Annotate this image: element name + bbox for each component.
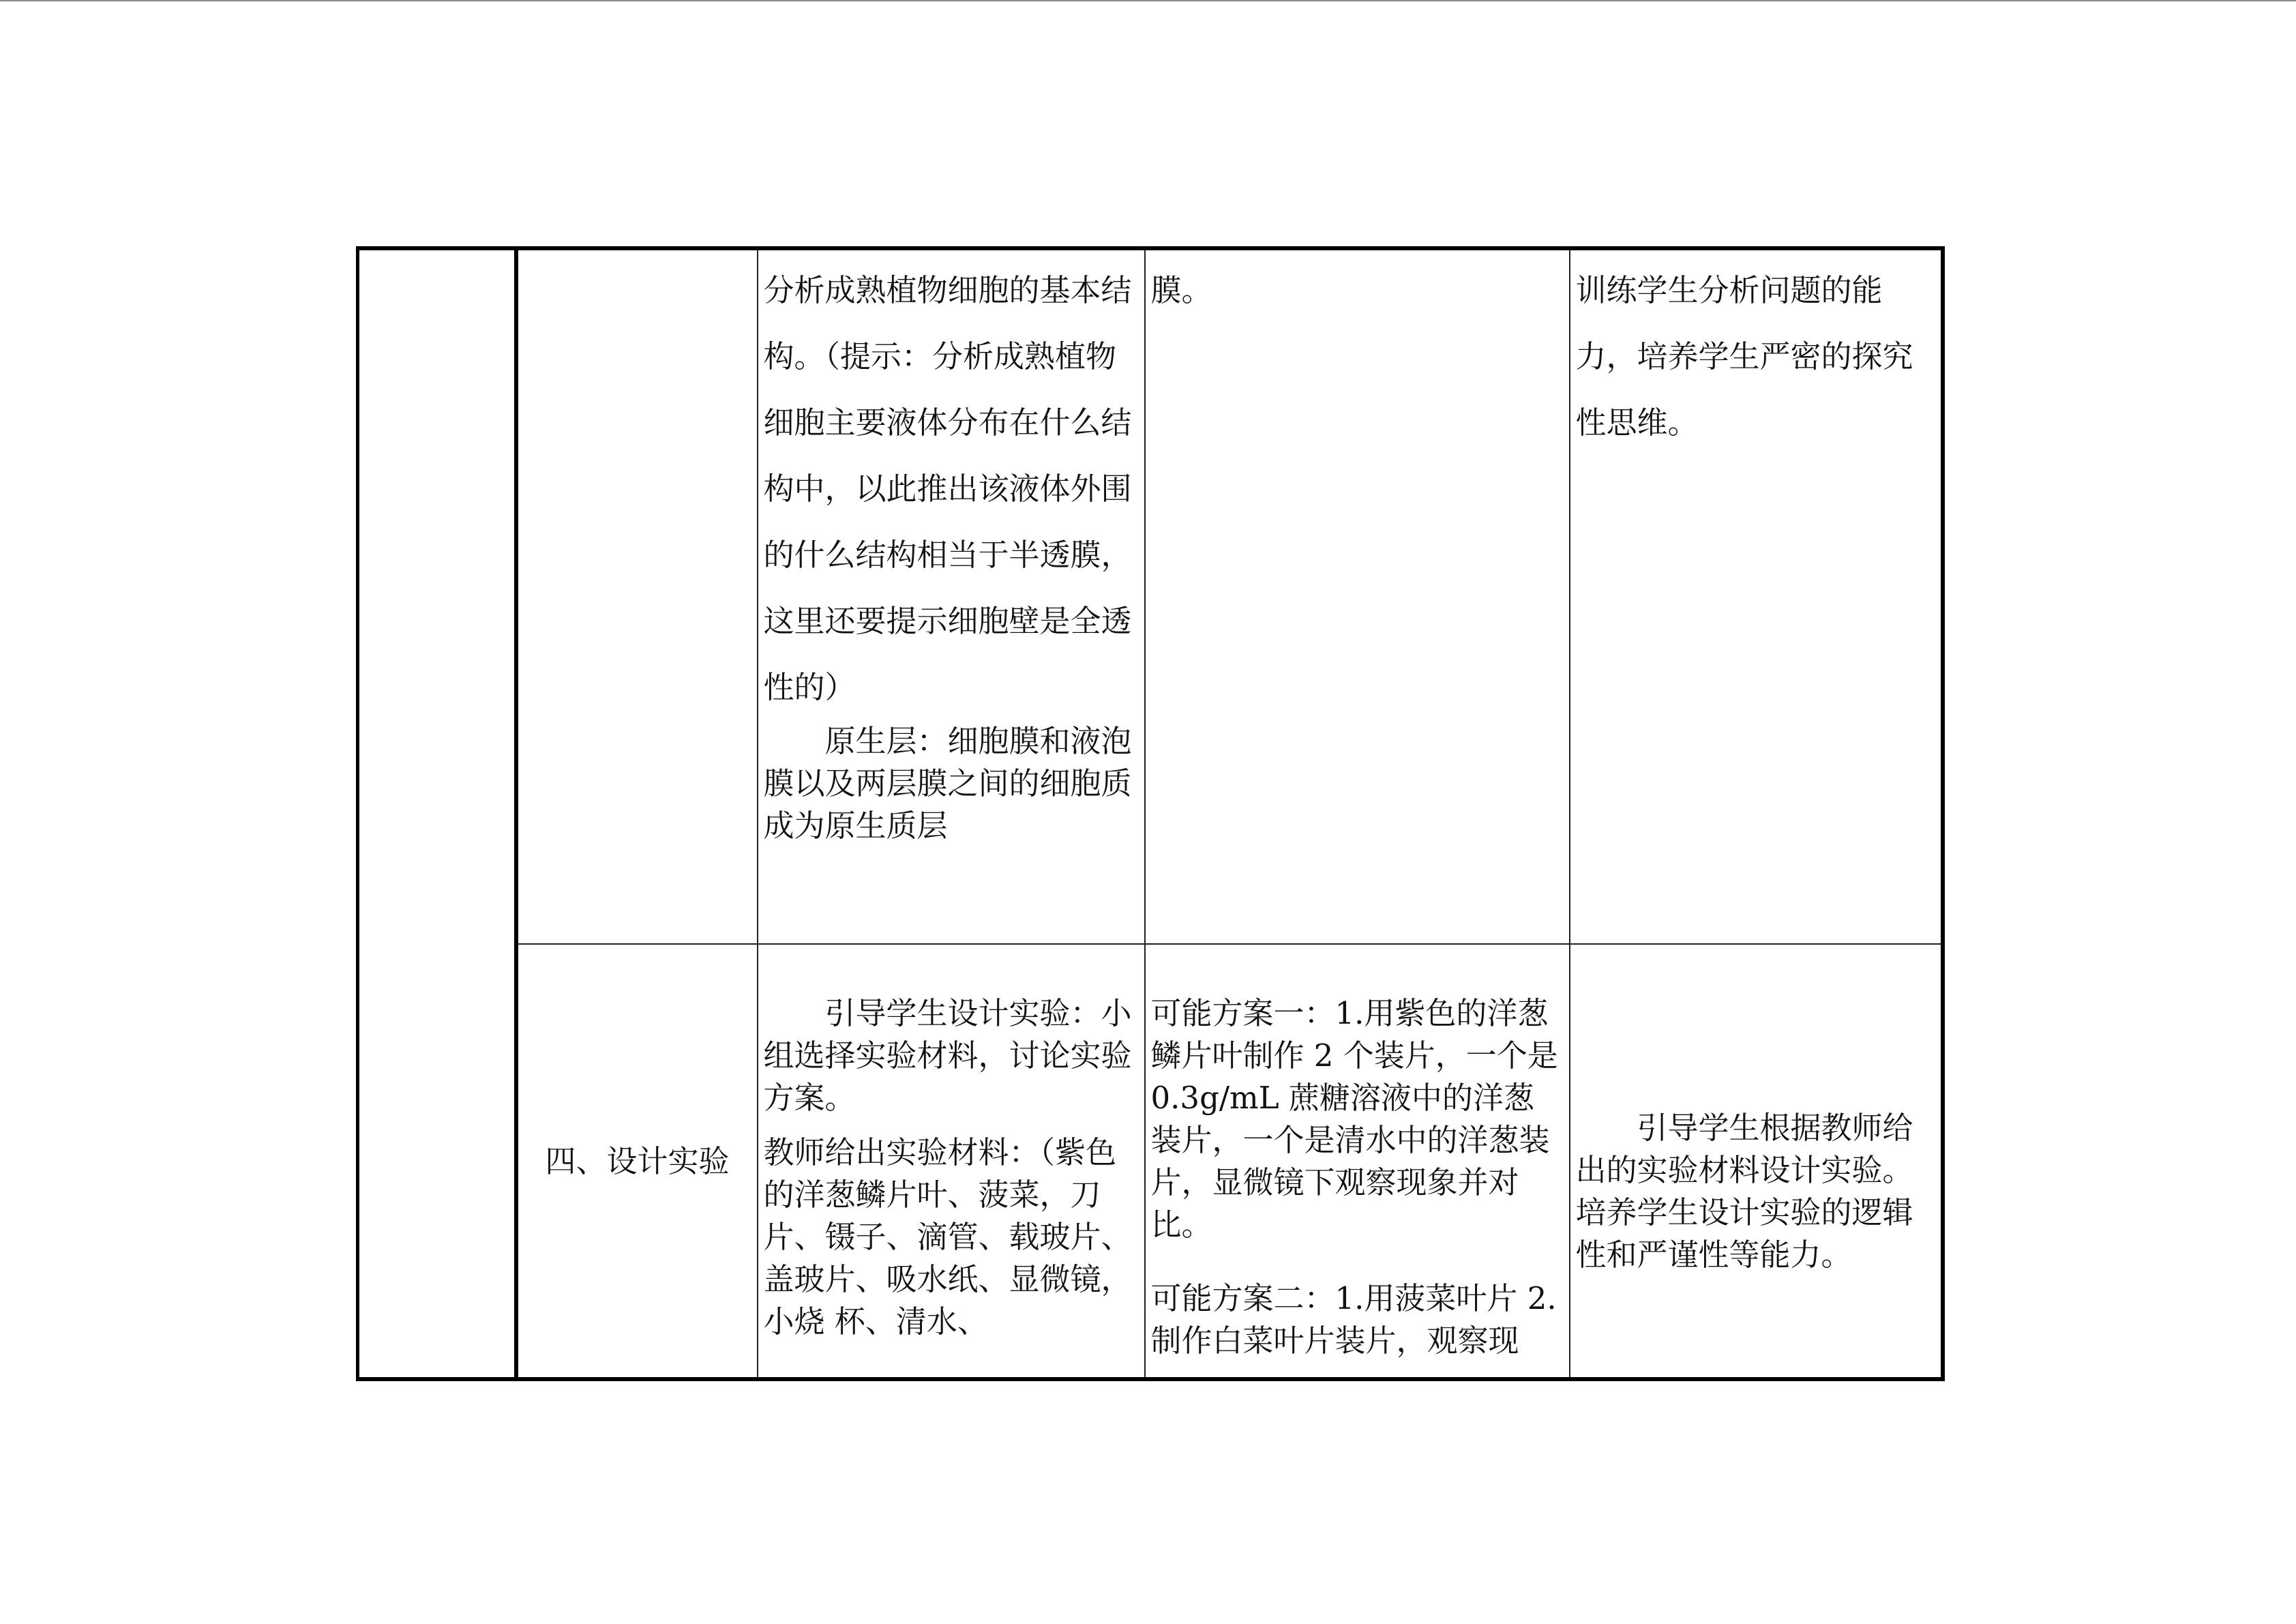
stage-label: 四、设计实验 [516, 944, 758, 1379]
design-intent-cell [1570, 248, 1943, 944]
student-activity-cell [1145, 944, 1570, 1379]
table-row [358, 248, 1943, 944]
student-activity-cell [1145, 248, 1570, 944]
design-intent-text: 训练学生分析问题的能力，培养学生严密的探究性思维。 [1575, 272, 1913, 441]
design-intent-cell [1570, 944, 1943, 1379]
student-activity-text: 可能方案一：1.用紫色的洋葱鳞片叶制作 2 个装片，一个是 0.3g/mL 蔗糖溶液中的洋葱装片，一个是清水中的洋葱装片，显微镜下观察现象并对比。 [1150, 995, 1558, 1243]
student-activity-text: 可能方案二：1.用菠菜叶片 2.制作白菜叶片装片，观察现 [1150, 1280, 1557, 1359]
teacher-activity-text: 分析成熟植物细胞的基本结构。（提示：分析成熟植物细胞主要液体分布在什么结构中，以此推出该液体外围的什么结构相当于半透膜，这里还要提示细胞壁是全透性的） [763, 272, 1132, 705]
student-activity-text: 膜。 [1150, 272, 1212, 308]
teacher-activity-text: 引导学生设计实验：小组选择实验材料，讨论实验方案。 [763, 995, 1132, 1116]
table-row [358, 944, 1943, 1379]
stage-cell [516, 248, 758, 944]
teacher-activity-text: 原生层：细胞膜和液泡膜以及两层膜之间的细胞质成为原生质层 [763, 723, 1132, 844]
section-cell [358, 248, 516, 1379]
teacher-activity-text: 教师给出实验材料：（紫色的洋葱鳞片叶、菠菜，刀片、镊子、滴管、载玻片、盖玻片、吸水纸、显微镜，小烧 杯、清水、 [763, 1134, 1132, 1340]
design-intent-text: 引导学生根据教师给出的实验材料设计实验。培养学生设计实验的逻辑性和严谨性等能力。 [1575, 1110, 1913, 1273]
teacher-activity-cell [758, 944, 1145, 1379]
teacher-activity-cell [758, 248, 1145, 944]
page-top-edge [0, 0, 2296, 1]
lesson-plan-table [356, 246, 1945, 1381]
